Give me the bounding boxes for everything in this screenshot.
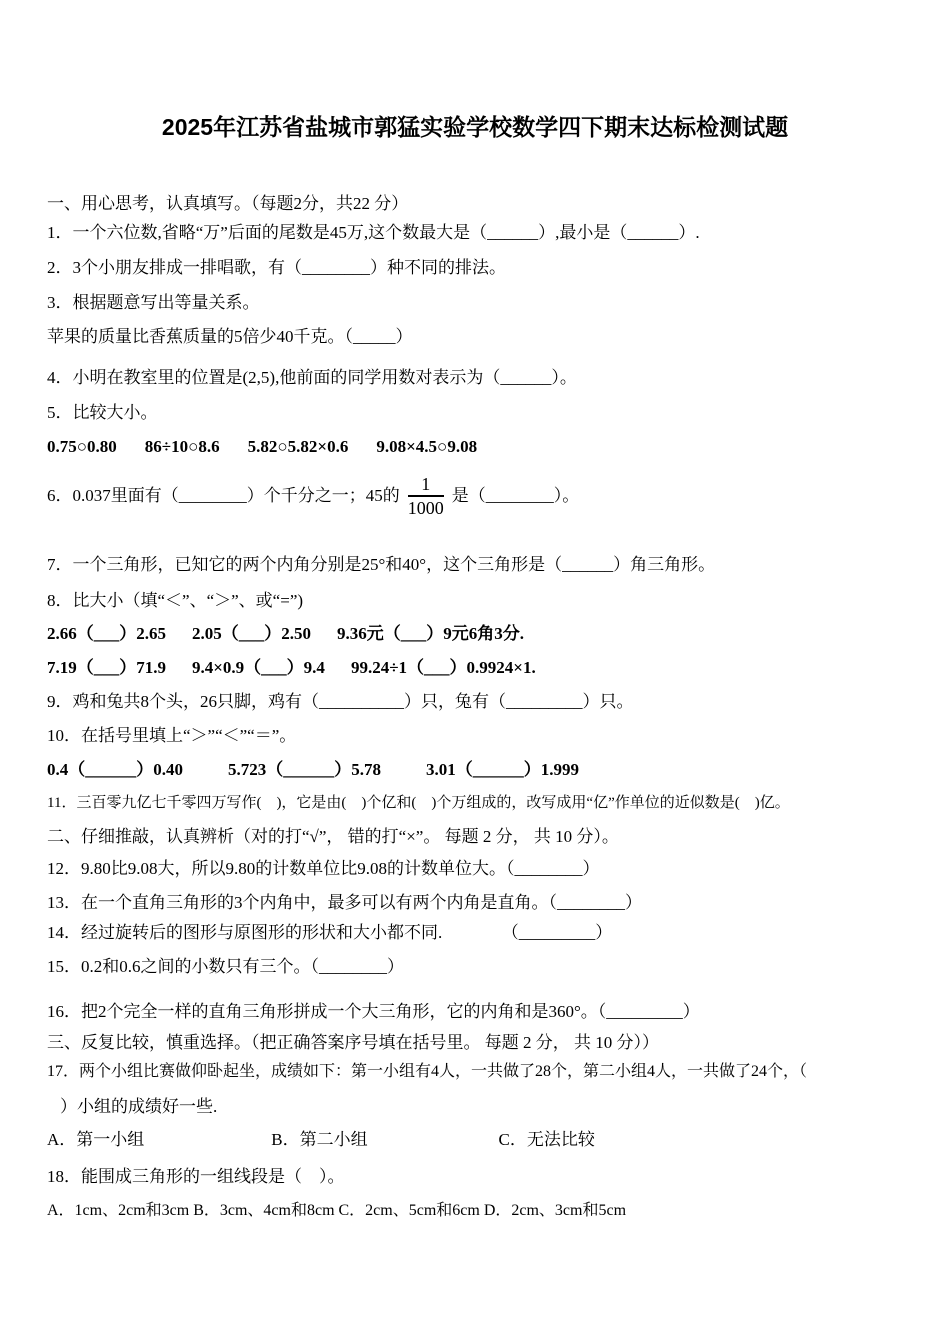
option-b: B．第二小组 bbox=[271, 1130, 368, 1149]
question-9: 9．鸡和兔共8个头，26只脚，鸡有（__________）只，兔有（_________）只。 bbox=[47, 692, 634, 711]
question-17-line-1: 17．两个小组比赛做仰卧起坐，成绩如下：第一小组有4人，一共做了28个，第二小组4人，一共做了24个，（ bbox=[47, 1063, 808, 1080]
comparison-item: 7.19（___）71.9 bbox=[47, 658, 166, 677]
question-15: 15．0.2和0.6之间的小数只有三个。（________） bbox=[47, 957, 404, 976]
comparison-item: 86÷10○8.6 bbox=[144, 437, 220, 456]
question-3-statement: 苹果的质量比香蕉质量的5倍少40千克。（_____） bbox=[47, 327, 413, 346]
question-5-comparison-row bbox=[47, 435, 477, 459]
question-17-line-2: ）小组的成绩好一些. bbox=[60, 1097, 218, 1116]
question-4: 4．小明在教室里的位置是(2,5),他前面的同学用数对表示为（______）。 bbox=[47, 368, 577, 387]
question-8: 8．比大小（填“＜”、“＞”、或“=”) bbox=[47, 591, 304, 610]
question-1: 1．一个六位数,省略“万”后面的尾数是45万,这个数最大是（______）,最小是（______）. bbox=[47, 223, 700, 242]
question-13: 13．在一个直角三角形的3个内角中，最多可以有两个内角是直角。（________） bbox=[47, 893, 642, 912]
fraction-denominator: 1000 bbox=[407, 498, 444, 518]
option-c: C．无法比较 bbox=[498, 1130, 595, 1149]
question-10-comparison-row bbox=[47, 758, 579, 782]
section-2-header: 二、仔细推敲，认真辨析（对的打“√”， 错的打“×”。 每题 2 分， 共 10 分）。 bbox=[47, 827, 619, 846]
comparison-item: 5.723（______）5.78 bbox=[228, 760, 381, 779]
comparison-item: 2.66（___）2.65 bbox=[47, 624, 166, 643]
question-6-before: 6．0.037里面有（________）个千分之一；45的 bbox=[47, 486, 400, 505]
comparison-item: 9.36元（___）9元6角3分. bbox=[337, 624, 524, 643]
question-3: 3．根据题意写出等量关系。 bbox=[47, 293, 260, 312]
question-14: 14．经过旋转后的图形与原图形的形状和大小都不同. （_________） bbox=[47, 923, 613, 942]
question-12: 12．9.80比9.08大，所以9.80的计数单位比9.08的计数单位大。（________） bbox=[47, 859, 600, 878]
page-title: 2025年江苏省盐城市郭猛实验学校数学四下期末达标检测试题 bbox=[161, 114, 789, 140]
comparison-item: 9.08×4.5○9.08 bbox=[376, 437, 478, 456]
comparison-item: 0.4（______）0.40 bbox=[47, 760, 183, 779]
question-6-after: 是（________）。 bbox=[451, 486, 580, 505]
comparison-item: 0.75○0.80 bbox=[47, 437, 117, 456]
question-17-options bbox=[47, 1128, 595, 1152]
section-3-header: 三、反复比较，慎重选择。（把正确答案序号填在括号里。 每题 2 分， 共 10 分）） bbox=[47, 1033, 659, 1052]
comparison-item: 99.24÷1（___）0.9924×1. bbox=[350, 658, 536, 677]
option-a: A．第一小组 bbox=[47, 1130, 145, 1149]
fraction-numerator: 1 bbox=[408, 474, 444, 497]
question-8-row-1 bbox=[47, 622, 524, 646]
fraction-one-thousandth bbox=[408, 474, 444, 518]
question-16: 16．把2个完全一样的直角三角形拼成一个大三角形，它的内角和是360°。（_________） bbox=[47, 1002, 700, 1021]
question-5: 5．比较大小。 bbox=[47, 403, 158, 422]
section-1-header: 一、用心思考，认真填写。（每题2分，共22 分） bbox=[47, 194, 409, 213]
question-6 bbox=[47, 474, 579, 518]
question-11: 11．三百零九亿七千零四万写作( )，它是由( )个亿和( )个万组成的，改写成用“亿”作单位的近似数是( )亿。 bbox=[47, 795, 790, 811]
comparison-item: 2.05（___）2.50 bbox=[192, 624, 311, 643]
question-7: 7．一个三角形，已知它的两个内角分别是25°和40°，这个三角形是（______）角三角形。 bbox=[47, 555, 716, 574]
comparison-item: 5.82○5.82×0.6 bbox=[247, 437, 349, 456]
question-2: 2．3个小朋友排成一排唱歌，有（________）种不同的排法。 bbox=[47, 258, 506, 277]
comparison-item: 9.4×0.9（___）9.4 bbox=[192, 658, 325, 677]
question-8-row-2 bbox=[47, 656, 536, 680]
comparison-item: 3.01（______）1.999 bbox=[426, 760, 579, 779]
question-18: 18．能围成三角形的一组线段是（ ）。 bbox=[47, 1167, 345, 1186]
question-18-options: A．1cm、2cm和3cm B．3cm、4cm和8cm C．2cm、5cm和6cm D．2cm、3cm和5cm bbox=[47, 1202, 627, 1219]
question-10: 10．在括号里填上“＞”“＜”“＝”。 bbox=[47, 726, 297, 745]
